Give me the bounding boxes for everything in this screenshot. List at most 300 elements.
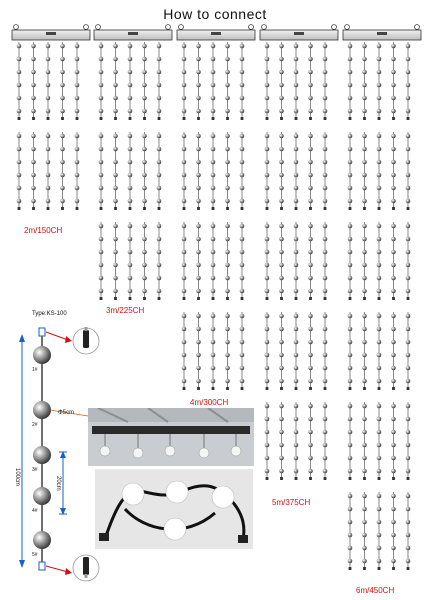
string-connector — [183, 387, 186, 390]
light-ball — [196, 199, 201, 204]
light-ball — [157, 160, 162, 165]
bottom-connector — [39, 562, 45, 570]
light-ball — [308, 469, 313, 474]
light-ball — [240, 160, 245, 165]
light-ball — [308, 417, 313, 422]
light-ball — [377, 70, 382, 75]
light-ball — [391, 314, 396, 319]
light-ball — [99, 250, 104, 255]
light-ball — [348, 96, 353, 101]
light-ball — [323, 147, 328, 152]
string-connector — [197, 117, 200, 120]
light-ball — [240, 263, 245, 268]
light-ball — [377, 160, 382, 165]
light-ball — [406, 147, 411, 152]
light-ball — [348, 199, 353, 204]
light-ball — [128, 173, 133, 178]
string-connector — [378, 567, 381, 570]
light-ball — [196, 147, 201, 152]
light-ball — [362, 417, 367, 422]
light-ball — [308, 147, 313, 152]
light-ball — [391, 469, 396, 474]
module-ball — [33, 531, 51, 549]
light-ball — [294, 224, 299, 229]
light-ball — [308, 224, 313, 229]
light-ball — [265, 366, 270, 371]
light-ball — [128, 134, 133, 139]
light-ball — [182, 96, 187, 101]
light-ball — [157, 199, 162, 204]
light-ball — [265, 134, 270, 139]
light-ball — [308, 379, 313, 384]
light-ball — [308, 327, 313, 332]
light-ball — [323, 276, 328, 281]
light-ball — [46, 199, 51, 204]
light-ball — [362, 83, 367, 88]
string-connector — [266, 297, 269, 300]
light-ball — [196, 134, 201, 139]
light-ball — [128, 237, 133, 242]
ball-number: 1# — [32, 367, 38, 373]
light-ball — [391, 533, 396, 538]
light-ball — [279, 404, 284, 409]
light-ball — [196, 237, 201, 242]
light-ball — [279, 70, 284, 75]
string-connector — [309, 117, 312, 120]
light-ball — [211, 147, 216, 152]
module-ball — [33, 401, 51, 419]
light-ball — [75, 147, 80, 152]
light-ball — [308, 263, 313, 268]
light-ball — [323, 417, 328, 422]
light-ball — [323, 70, 328, 75]
light-ball — [391, 494, 396, 499]
string-connector — [324, 477, 327, 480]
light-ball — [406, 70, 411, 75]
string-connector — [363, 387, 366, 390]
light-ball — [17, 186, 22, 191]
arrow-up — [19, 334, 25, 342]
string-connector — [349, 387, 352, 390]
light-ball — [211, 353, 216, 358]
light-ball — [308, 96, 313, 101]
light-ball — [196, 327, 201, 332]
light-ball — [391, 559, 396, 564]
diameter-label: Φ5cm — [58, 410, 75, 416]
top-connector — [39, 328, 45, 336]
light-ball — [362, 147, 367, 152]
light-ball — [279, 314, 284, 319]
light-ball — [142, 224, 147, 229]
light-ball — [240, 314, 245, 319]
light-ball — [211, 327, 216, 332]
light-ball — [323, 469, 328, 474]
connector-pin — [85, 574, 88, 578]
light-ball — [196, 353, 201, 358]
string-connector — [295, 387, 298, 390]
module-diagram — [14, 327, 99, 581]
controller-label-plate — [294, 32, 304, 35]
light-ball — [17, 199, 22, 204]
light-ball — [308, 199, 313, 204]
light-ball — [323, 353, 328, 358]
string-connector — [212, 297, 215, 300]
light-ball — [31, 83, 36, 88]
light-ball — [46, 186, 51, 191]
string-connector — [407, 567, 410, 570]
light-ball — [240, 276, 245, 281]
light-ball — [99, 147, 104, 152]
light-ball — [182, 289, 187, 294]
light-ball — [279, 289, 284, 294]
light-ball — [240, 44, 245, 49]
light-ball — [362, 199, 367, 204]
string-connector — [266, 477, 269, 480]
light-ball — [377, 443, 382, 448]
light-ball — [348, 134, 353, 139]
light-ball — [157, 186, 162, 191]
light-ball — [113, 173, 118, 178]
light-ball — [265, 379, 270, 384]
light-ball — [377, 327, 382, 332]
mount-ring — [179, 25, 184, 30]
light-ball — [323, 289, 328, 294]
light-ball — [182, 160, 187, 165]
light-ball — [308, 160, 313, 165]
string-connector — [47, 207, 50, 210]
light-ball — [323, 237, 328, 242]
light-ball — [323, 199, 328, 204]
light-ball — [182, 83, 187, 88]
light-ball — [128, 160, 133, 165]
light-ball — [348, 327, 353, 332]
string-photo — [95, 469, 253, 549]
light-ball — [377, 404, 382, 409]
light-ball — [294, 289, 299, 294]
light-ball — [323, 173, 328, 178]
light-ball — [391, 186, 396, 191]
light-ball — [265, 250, 270, 255]
light-ball — [279, 353, 284, 358]
light-ball — [279, 199, 284, 204]
light-ball — [279, 469, 284, 474]
light-ball — [377, 173, 382, 178]
light-ball — [157, 134, 162, 139]
light-ball — [348, 417, 353, 422]
light-ball — [113, 263, 118, 268]
string-connector — [407, 207, 410, 210]
light-ball — [323, 109, 328, 114]
light-ball — [377, 83, 382, 88]
light-ball — [196, 379, 201, 384]
light-ball — [308, 430, 313, 435]
string-connector — [363, 567, 366, 570]
light-ball — [377, 494, 382, 499]
light-ball — [46, 44, 51, 49]
connector-plug — [83, 557, 89, 575]
light-ball — [113, 250, 118, 255]
light-ball — [99, 263, 104, 268]
light-ball — [308, 237, 313, 242]
light-ball — [294, 96, 299, 101]
light-ball — [362, 430, 367, 435]
light-ball — [377, 224, 382, 229]
light-ball — [362, 134, 367, 139]
light-ball — [225, 199, 230, 204]
controller-label-plate — [377, 32, 387, 35]
light-ball — [377, 263, 382, 268]
light-ball — [348, 160, 353, 165]
light-ball — [391, 250, 396, 255]
light-ball — [240, 289, 245, 294]
light-ball — [348, 250, 353, 255]
string-connector — [378, 387, 381, 390]
light-ball — [196, 250, 201, 255]
string-connector — [295, 297, 298, 300]
light-ball — [196, 340, 201, 345]
light-ball — [377, 430, 382, 435]
light-ball — [182, 147, 187, 152]
module-ball — [33, 446, 51, 464]
light-ball — [142, 70, 147, 75]
string-connector — [392, 117, 395, 120]
light-ball — [323, 160, 328, 165]
light-ball — [265, 83, 270, 88]
light-ball — [142, 134, 147, 139]
light-ball — [362, 507, 367, 512]
light-ball — [17, 70, 22, 75]
light-ball — [391, 134, 396, 139]
string-connector — [18, 207, 21, 210]
light-ball — [196, 186, 201, 191]
light-ball — [113, 44, 118, 49]
light-ball — [406, 250, 411, 255]
light-ball — [113, 83, 118, 88]
light-ball — [75, 173, 80, 178]
light-ball — [323, 44, 328, 49]
controllers — [12, 25, 421, 40]
light-ball — [99, 199, 104, 204]
light-ball — [196, 289, 201, 294]
light-ball — [323, 456, 328, 461]
light-ball — [265, 70, 270, 75]
light-ball — [279, 109, 284, 114]
light-ball — [391, 353, 396, 358]
string-connector — [309, 477, 312, 480]
light-ball — [391, 443, 396, 448]
light-ball — [294, 173, 299, 178]
light-ball — [362, 469, 367, 474]
light-ball — [406, 186, 411, 191]
string-connector — [18, 117, 21, 120]
light-ball — [182, 366, 187, 371]
light-ball — [46, 160, 51, 165]
light-ball — [323, 404, 328, 409]
light-ball — [308, 340, 313, 345]
light-ball — [211, 263, 216, 268]
light-ball — [308, 57, 313, 62]
light-ball — [225, 289, 230, 294]
light-ball — [348, 456, 353, 461]
ball-number: 5# — [32, 552, 38, 558]
config-label: 2m/150CH — [24, 226, 63, 235]
light-ball — [75, 109, 80, 114]
light-ball — [377, 353, 382, 358]
light-ball — [17, 147, 22, 152]
string-connector — [158, 207, 161, 210]
light-ball — [211, 186, 216, 191]
light-ball — [377, 340, 382, 345]
light-ball — [391, 430, 396, 435]
light-ball — [391, 276, 396, 281]
string-connector — [349, 477, 352, 480]
light-ball — [294, 417, 299, 422]
light-ball — [279, 83, 284, 88]
light-ball — [225, 83, 230, 88]
mount-ring — [415, 25, 420, 30]
light-ball — [99, 289, 104, 294]
light-ball — [157, 57, 162, 62]
light-ball — [142, 263, 147, 268]
light-ball — [362, 559, 367, 564]
light-ball — [362, 224, 367, 229]
light-ball — [157, 83, 162, 88]
light-ball — [294, 353, 299, 358]
light-ball — [157, 250, 162, 255]
light-ball — [362, 70, 367, 75]
light-ball — [225, 314, 230, 319]
light-ball — [128, 57, 133, 62]
light-ball — [240, 366, 245, 371]
light-ball — [31, 134, 36, 139]
light-ball — [46, 57, 51, 62]
light-ball — [60, 186, 65, 191]
string-connector — [100, 207, 103, 210]
light-ball — [182, 57, 187, 62]
light-ball — [406, 546, 411, 551]
light-ball — [323, 96, 328, 101]
light-ball — [182, 199, 187, 204]
light-ball — [60, 134, 65, 139]
light-ball — [362, 546, 367, 551]
light-ball — [362, 340, 367, 345]
light-ball — [265, 456, 270, 461]
string-connector — [280, 207, 283, 210]
light-ball — [377, 456, 382, 461]
light-ball — [391, 404, 396, 409]
light-ball — [211, 134, 216, 139]
light-ball — [196, 224, 201, 229]
light-ball — [142, 44, 147, 49]
string-connector — [183, 297, 186, 300]
light-ball — [31, 160, 36, 165]
light-ball — [157, 96, 162, 101]
light-ball — [211, 173, 216, 178]
light-ball — [406, 314, 411, 319]
string-connector — [363, 297, 366, 300]
light-ball — [113, 109, 118, 114]
light-ball — [406, 96, 411, 101]
light-ball — [406, 57, 411, 62]
config-label: 6m/450CH — [356, 586, 395, 595]
light-ball — [279, 430, 284, 435]
light-ball — [46, 173, 51, 178]
light-ball — [348, 559, 353, 564]
string-connector — [32, 207, 35, 210]
light-ball — [279, 456, 284, 461]
light-ball — [265, 186, 270, 191]
light-ball — [348, 443, 353, 448]
light-ball — [406, 469, 411, 474]
light-ball — [142, 96, 147, 101]
light-ball — [113, 199, 118, 204]
light-ball — [225, 250, 230, 255]
light-ball — [157, 147, 162, 152]
light-ball — [31, 57, 36, 62]
light-ball — [99, 173, 104, 178]
light-ball — [294, 44, 299, 49]
light-ball — [99, 276, 104, 281]
light-ball — [225, 147, 230, 152]
string-connector — [266, 117, 269, 120]
light-ball — [211, 314, 216, 319]
string-connector — [309, 387, 312, 390]
light-ball — [265, 199, 270, 204]
light-ball — [377, 109, 382, 114]
light-ball — [182, 134, 187, 139]
light-ball — [211, 224, 216, 229]
light-ball — [279, 276, 284, 281]
light-ball — [265, 430, 270, 435]
light-ball — [196, 96, 201, 101]
light-ball — [406, 327, 411, 332]
module-ball — [33, 346, 51, 364]
light-ball — [211, 379, 216, 384]
light-ball — [99, 224, 104, 229]
light-ball — [182, 379, 187, 384]
light-ball — [279, 96, 284, 101]
light-ball — [377, 546, 382, 551]
light-ball — [377, 366, 382, 371]
light-ball — [211, 96, 216, 101]
string-connector — [129, 297, 132, 300]
light-ball — [348, 546, 353, 551]
config-label: 4m/300CH — [190, 398, 229, 407]
light-ball — [362, 327, 367, 332]
light-ball — [323, 430, 328, 435]
light-ball — [362, 173, 367, 178]
light-ball — [406, 379, 411, 384]
light-ball — [265, 263, 270, 268]
light-ball — [348, 314, 353, 319]
light-ball — [17, 57, 22, 62]
light-ball — [348, 340, 353, 345]
string-connector — [349, 117, 352, 120]
light-ball — [323, 379, 328, 384]
light-ball — [113, 276, 118, 281]
string-connector — [61, 207, 64, 210]
light-ball — [225, 327, 230, 332]
light-ball — [348, 533, 353, 538]
light-ball — [157, 70, 162, 75]
light-ball — [99, 160, 104, 165]
light-ball — [391, 289, 396, 294]
string-connector — [392, 477, 395, 480]
light-ball — [225, 160, 230, 165]
light-ball — [182, 186, 187, 191]
light-ball — [294, 237, 299, 242]
light-ball — [17, 44, 22, 49]
